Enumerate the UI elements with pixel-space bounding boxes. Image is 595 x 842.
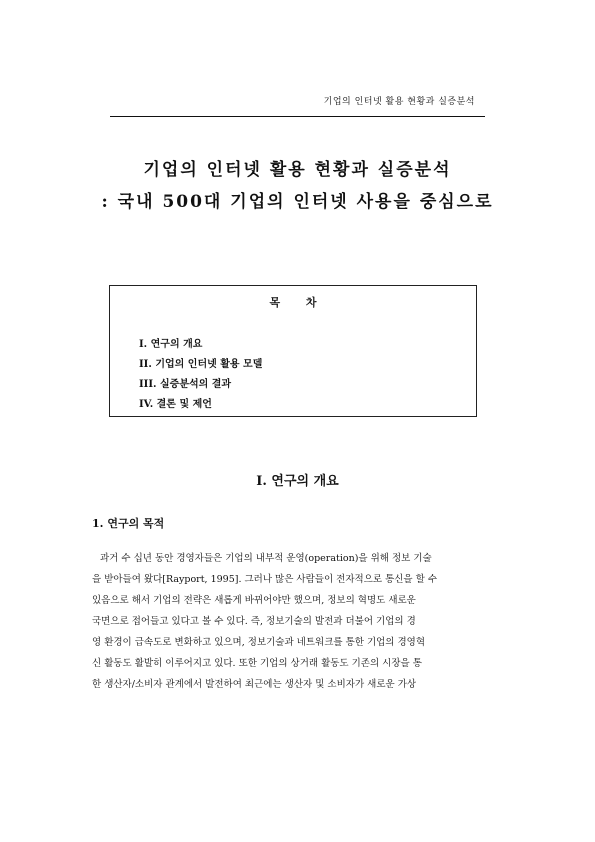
toc-list xyxy=(139,335,262,415)
paragraph-line: 한 생산자/소비자 관계에서 발전하여 최근에는 생산자 및 소비자가 새로운 가상 xyxy=(92,679,417,690)
table-of-contents xyxy=(109,285,477,417)
section-heading: I. 연구의 개요 xyxy=(256,474,339,489)
toc-item: I. 연구의 개요 xyxy=(139,339,203,350)
paragraph-line: 을 받아들여 왔다[Rayport, 1995]. 그러나 많은 사람들이 전자적으로 통신을 할 수 xyxy=(92,574,437,585)
paragraph-line: 영 환경이 급속도로 변화하고 있으며, 정보기술과 네트워크를 통한 기업의 경영혁 xyxy=(92,637,426,648)
paragraph-line: 국면으로 접어들고 있다고 볼 수 있다. 즉, 정보기술의 발전과 더불어 기업의 경 xyxy=(92,616,416,627)
toc-item: IV. 결론 및 제언 xyxy=(139,399,212,410)
toc-item: II. 기업의 인터넷 활용 모델 xyxy=(139,359,263,370)
running-head: 기업의 인터넷 활용 현황과 실증분석 xyxy=(323,97,475,107)
paragraph-line: 있음으로 해서 기업의 전략은 새롭게 바뀌어야만 했으며, 정보의 혁명도 새로운 xyxy=(92,595,416,606)
header-rule xyxy=(110,116,485,117)
toc-item: III. 실증분석의 결과 xyxy=(139,379,232,390)
paragraph-line: 과거 수 십년 동안 경영자들은 기업의 내부적 운영(operation)을 위해 정보 기술 xyxy=(100,553,432,564)
paper-subtitle: : 국내 500대 기업의 인터넷 사용을 중심으로 xyxy=(101,192,494,212)
paragraph-line: 신 활동도 활발히 이루어지고 있다. 또한 기업의 상거래 활동도 기존의 시장을 통 xyxy=(92,658,422,669)
body-paragraph xyxy=(92,548,485,695)
subsection-heading: 1. 연구의 목적 xyxy=(92,517,165,530)
paper-title: 기업의 인터넷 활용 현황과 실증분석 xyxy=(143,160,452,180)
toc-heading: 목 차 xyxy=(269,296,317,309)
